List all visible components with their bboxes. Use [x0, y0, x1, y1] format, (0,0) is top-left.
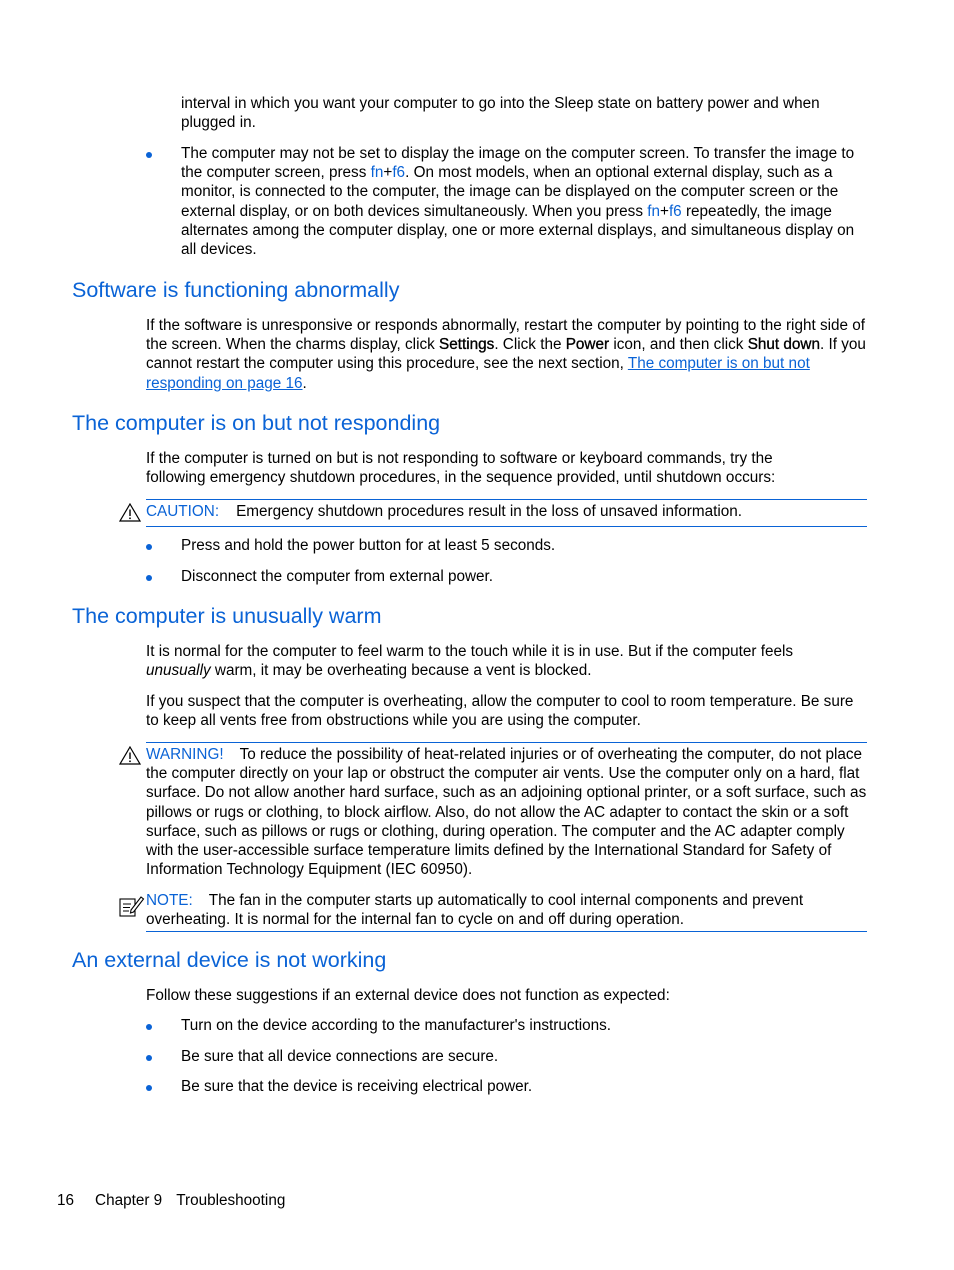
software-text: . If you cannot restart the computer using this procedure, see the next section, — [146, 336, 866, 373]
note-label: NOTE: — [146, 892, 193, 909]
list-item: Be sure that all device connections are secure. — [181, 1048, 499, 1065]
bullet-dot — [146, 544, 152, 550]
bullet-text: . On most models, when an optional external display, such as a monitor, is connected to the computer, the image can be displayed on the computer screen or the external display, or on both devices simultaneously. When you press — [181, 164, 839, 220]
bullet-dot — [146, 1085, 152, 1091]
page-number: 16 — [57, 1192, 75, 1209]
note-notice — [146, 891, 867, 929]
warning-notice — [146, 745, 867, 879]
software-paragraph — [146, 316, 868, 393]
list-item: Disconnect the computer from external power. — [181, 568, 494, 585]
list-item: Be sure that the device is receiving electrical power. — [181, 1078, 533, 1095]
warning-top-rule — [146, 742, 867, 743]
caution-bottom-rule — [146, 526, 867, 527]
warm-paragraph-2: If you suspect that the computer is overheating, allow the computer to cool to room temperature. Be sure to keep all vents free from obstructions while you are using the computer. — [146, 693, 854, 730]
software-text: icon, and then click — [609, 336, 748, 354]
caution-top-rule — [146, 499, 867, 500]
warm-text: It is normal for the computer to feel warm to the touch while it is in use. But if the computer feels — [146, 643, 794, 660]
note-pencil-icon — [118, 894, 145, 918]
intro-continuation — [181, 94, 871, 132]
key-f6: f6 — [392, 164, 406, 182]
chapter-title: Troubleshooting — [176, 1192, 286, 1209]
key-plus: + — [383, 164, 393, 182]
external-paragraph: Follow these suggestions if an external device does not function as expected: — [146, 987, 670, 1004]
shutdown-term: Shut down — [747, 336, 820, 354]
software-text: . — [302, 374, 307, 392]
bullet-text: repeatedly, the image alternates among the computer display, one or more external displays, and simultaneous display on all devices. — [181, 202, 855, 259]
settings-term: Settings — [439, 336, 495, 354]
chapter-label: Chapter 9 — [95, 1192, 163, 1209]
list-item: Press and hold the power button for at least 5 seconds. — [181, 537, 556, 554]
note-bottom-rule — [146, 931, 867, 932]
caution-notice — [146, 502, 867, 521]
warning-triangle-icon — [119, 503, 141, 522]
emphasis-text: unusually — [146, 662, 211, 680]
warning-triangle-icon — [119, 746, 141, 765]
intro-continuation-text: interval in which you want your computer to go into the Sleep state on battery power and when plugged in. — [181, 95, 820, 132]
bullet-dot — [146, 152, 152, 158]
key-fn: fn — [647, 202, 660, 220]
software-text: If the software is unresponsive or responds abnormally, restart the computer by pointing to the right side of the screen. When the charms display, click — [146, 317, 866, 354]
page-footer — [57, 1191, 285, 1210]
intro-bullet — [181, 144, 871, 259]
warm-paragraph-1 — [146, 642, 836, 680]
software-text: . Click the — [494, 336, 566, 354]
not-responding-paragraph: If the computer is turned on but is not responding to software or keyboard commands, try the following emergency shutdown procedures, in the sequence provided, until shutdown occurs: — [146, 450, 776, 487]
section-heading-external: An external device is not working — [72, 948, 387, 972]
warm-text: warm, it may be overheating because a vent is blocked. — [210, 662, 592, 680]
key-f6: f6 — [668, 202, 682, 220]
bullet-dot — [146, 1055, 152, 1061]
key-fn: fn — [370, 164, 384, 182]
note-text: The fan in the computer starts up automatically to cool internal components and prevent overheating. It is normal for the internal fan to cycle on and off during operation. — [146, 892, 804, 929]
bullet-dot — [146, 1024, 152, 1030]
caution-label: CAUTION: — [146, 503, 220, 520]
cross-reference-link[interactable]: The computer is on but not responding on page 16 — [146, 355, 810, 392]
section-heading-warm: The computer is unusually warm — [72, 604, 382, 628]
section-heading-not-responding: The computer is on but not responding — [72, 411, 441, 435]
key-plus: + — [660, 202, 669, 220]
bullet-text: The computer may not be set to display the image on the computer screen. To transfer the image to the computer screen, press — [181, 145, 855, 182]
warning-label: WARNING! — [146, 746, 224, 763]
list-item: Turn on the device according to the manufacturer's instructions. — [181, 1017, 612, 1034]
power-term: Power — [565, 336, 610, 354]
section-heading-software: Software is functioning abnormally — [72, 278, 400, 302]
bullet-dot — [146, 575, 152, 581]
warning-text: To reduce the possibility of heat-related injuries or of overheating the computer, do not place the computer directly on your lap or obstruct the computer air vents. Use the computer only on a hard, flat surface. Do not allow another hard surface, such as an adjoining optional printer, or a soft surface, such as pillows or rugs or clothing, to block airflow. Also, do not allow the AC adapter to contact the skin or a soft surface, such as pillows or rugs or clothing, during operation. The computer and the AC adapter comply with the user-accessible surface temperature limits defined by the International Standard for Safety of Information Technology Equipment (IEC 60950). — [146, 746, 867, 879]
caution-text: Emergency shutdown procedures result in the loss of unsaved information. — [236, 503, 743, 520]
